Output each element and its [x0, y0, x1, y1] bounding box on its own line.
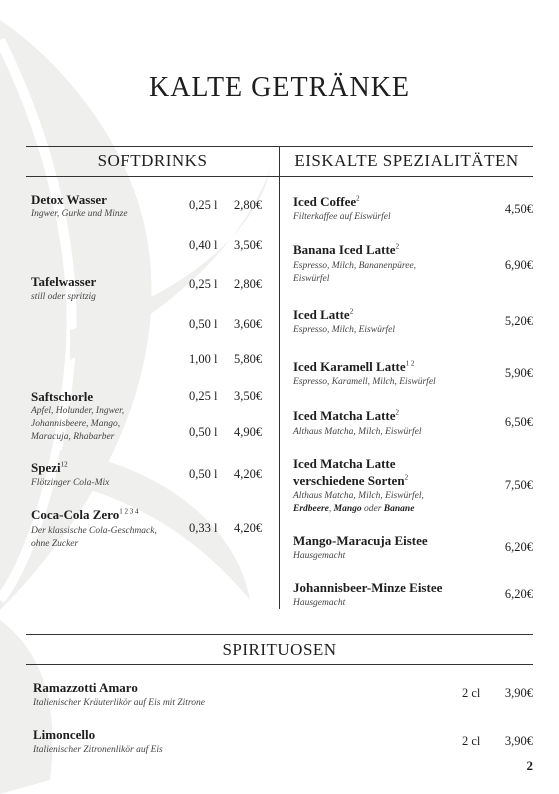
price: 4,50€ [504, 202, 533, 216]
size: 0,50 l [189, 317, 218, 331]
price: 5,80€ [234, 352, 263, 366]
price: 4,20€ [234, 521, 263, 535]
price: 5,90€ [504, 366, 533, 380]
section-heading-spirituosen: SPIRITUOSEN [222, 640, 337, 659]
price: 3,90€ [504, 686, 533, 700]
column-divider [279, 146, 280, 609]
price: 3,50€ [234, 389, 263, 403]
divider [26, 634, 533, 635]
divider [26, 664, 533, 665]
price: 2,80€ [234, 277, 263, 291]
price: 7,50€ [504, 478, 533, 492]
size: 2 cl [462, 686, 481, 700]
page-number: 2 [526, 758, 533, 773]
section-heading-softdrinks: SOFTDRINKS [97, 151, 208, 170]
price: 6,90€ [504, 258, 533, 272]
price: 6,50€ [504, 415, 533, 429]
price: 4,20€ [234, 467, 263, 481]
price: 5,20€ [504, 314, 533, 328]
price: 4,90€ [234, 425, 263, 439]
section-heading-spezialitaeten: EISKALTE SPEZIALITÄTEN [294, 151, 519, 170]
size: 0,50 l [189, 467, 218, 481]
size: 0,25 l [189, 389, 218, 403]
size: 0,25 l [189, 198, 218, 212]
price: 6,20€ [504, 540, 533, 554]
price: 3,60€ [234, 317, 263, 331]
divider [26, 176, 533, 177]
price: 3,90€ [504, 734, 533, 748]
page-title: KALTE GETRÄNKE [148, 72, 411, 103]
size: 0,40 l [189, 238, 218, 252]
price: 2,80€ [234, 198, 263, 212]
price: 3,50€ [234, 238, 263, 252]
size: 0,50 l [189, 425, 218, 439]
size: 0,33 l [189, 521, 218, 535]
size: 2 cl [462, 734, 481, 748]
size: 1,00 l [189, 352, 218, 366]
size: 0,25 l [189, 277, 218, 291]
price: 6,20€ [504, 587, 533, 601]
